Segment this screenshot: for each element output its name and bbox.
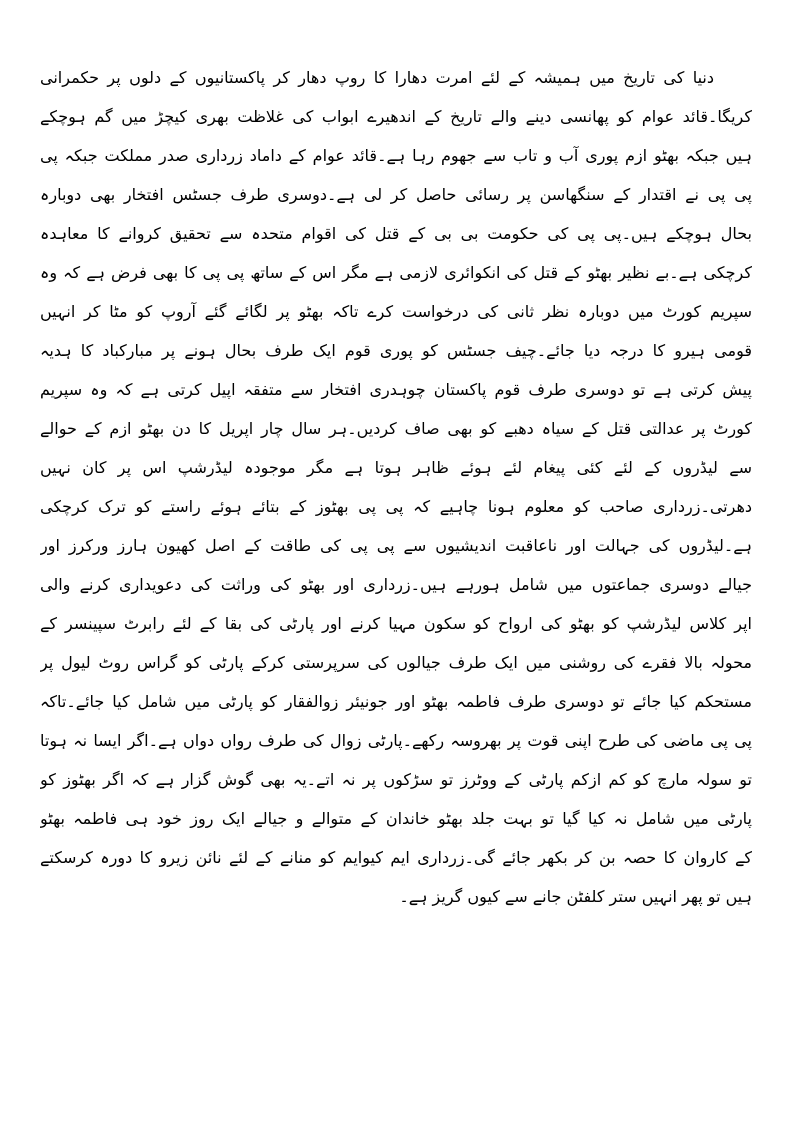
- text-line: کرچکی ہے۔بے نظیر بھٹو کے قتل کی انکوائری لازمی ہے مگر اس کے ساتھ پی پی کا بھی فرض ہے کہ وہ: [40, 263, 752, 282]
- text-line: قومی ہیرو کا درجہ دیا جائے۔چیف جسٹس کو پوری قوم ایک طرف بحال ہونے پر مبارکباد کا ہدیہ: [40, 341, 752, 360]
- text-line: پی پی نے اقتدار کے سنگھاسن پر رسائی حاصل کر لی ہے۔دوسری طرف جسٹس افتخار بھی دوبارہ: [40, 185, 752, 204]
- text-line: جیالے دوسری جماعتوں میں شامل ہورہے ہیں۔زرداری اور بھٹو کی وراثت کی دعویداری کرنے والی: [40, 575, 752, 594]
- text-line: کریگا۔قائد عوام کو پھانسی دینے والے تاریخ کے اندھیرے ابواب کی غلاظت بھری کیچڑ میں گم ہوچکے: [40, 107, 752, 126]
- text-line: ہیں تو پھر انہیں ستر کلفٹن جانے سے کیوں گریز ہے۔: [399, 887, 752, 906]
- text-line: سے لیڈروں کے لئے کئی پیغام لئے ہوئے ظاہر ہوتا ہے مگر موجودہ لیڈرشپ اس پر کان نہیں: [40, 458, 752, 477]
- text-line: ہیں جبکہ بھٹو ازم پوری آب و تاب سے جھوم رہا ہے۔قائد عوام کے داماد زرداری صدر مملکت جبکہ پی: [40, 146, 752, 165]
- text-line: محولہ بالا فقرے کی روشنی میں ایک طرف جیالوں کی سرپرستی کرکے پارٹی کو گراس روٹ لیول پر: [40, 653, 752, 672]
- text-line: دھرتی۔زرداری صاحب کو معلوم ہونا چاہیے کہ پی پی بھٹوز کے بتائے ہوئے راستے کو ترک کرچکی: [40, 497, 752, 516]
- text-line: ہے۔لیڈروں کی جہالت اور ناعاقبت اندیشیوں سے پی پی کی طاقت کے اصل کھیون ہارز ورکرز اور: [40, 536, 752, 555]
- text-line: پارٹی میں شامل نہ کیا گیا تو بہت جلد بھٹو خاندان کے متوالے و جیالے ایک روز خود ہی فاطمہ بھٹو: [40, 809, 752, 828]
- text-line: اپر کلاس لیڈرشپ کو بھٹو کی ارواح کو سکون مہیا کرنے اور پارٹی کی بقا کے لئے رابرٹ سپینسر کے: [40, 614, 752, 633]
- text-line: پیش کرتی ہے تو دوسری طرف قوم پاکستان چوہدری افتخار سے متفقہ اپیل کرتی ہے کہ وہ سپریم: [40, 380, 752, 399]
- text-line: سپریم کورٹ میں دوبارہ نظر ثانی کی درخواست کرے تاکہ بھٹو پر لگائے گئے آروپ کو مٹا کر انہیں: [40, 302, 752, 321]
- text-line: مستحکم کیا جائے تو دوسری طرف فاطمہ بھٹو اور جونیئر زوالفقار کو پارٹی میں شامل کیا جائے۔تاکہ: [40, 692, 752, 711]
- article-body: [40, 58, 752, 916]
- text-line: کورٹ پر عدالتی قتل کے سیاہ دھبے کو بھی صاف کردیں۔ہر سال چار اپریل کا دن بھٹو ازم کے حوالے: [40, 419, 752, 438]
- text-line: پی پی ماضی کی طرح اپنی قوت پر بھروسہ رکھے۔پارٹی زوال کی طرف رواں دواں ہے۔اگر ایسا نہ ہوتا: [40, 731, 752, 750]
- text-line: دنیا کی تاریخ میں ہمیشہ کے لئے امرت دھارا کا روپ دھار کر پاکستانیوں کے دلوں پر حکمرانی: [40, 68, 714, 87]
- text-line: کے کاروان کا حصہ بن کر بکھر جائے گی۔زرداری ایم کیوایم کو منانے کے لئے نائن زیرو کا دورہ کرسکتے: [40, 848, 752, 867]
- text-line: تو سولہ مارچ کو کم ازکم پارٹی کے ووٹرز تو سڑکوں پر نہ اتے۔یہ بھی گوش گزار ہے کہ اگر بھٹوز کو: [40, 770, 752, 789]
- text-line: بحال ہوچکے ہیں۔پی پی کی حکومت بی بی کے قتل کی اقوام متحدہ سے تحقیق کروانے کا معاہدہ: [40, 224, 752, 243]
